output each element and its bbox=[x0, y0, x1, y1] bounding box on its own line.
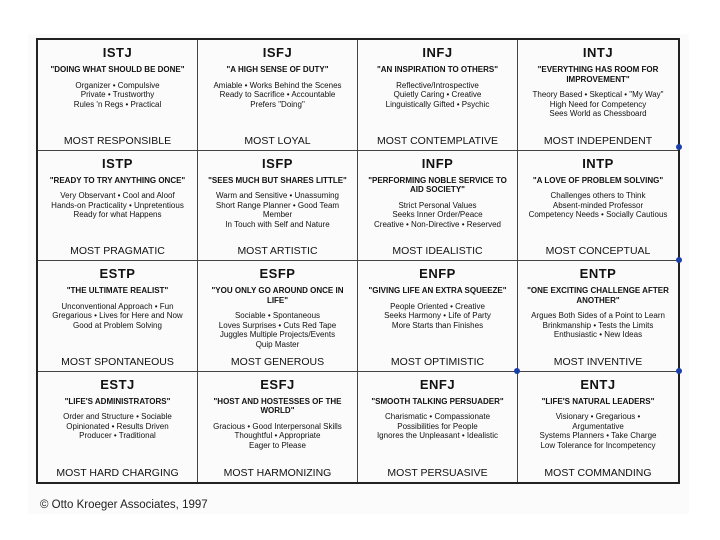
trait-line: Theory Based • Skeptical • "My Way" bbox=[532, 90, 664, 99]
trait-line: Producer • Traditional bbox=[79, 431, 156, 440]
type-code: ESFP bbox=[259, 266, 296, 281]
type-cell-intj bbox=[518, 40, 678, 151]
type-cell-entp bbox=[518, 261, 678, 372]
trait-line: Good at Problem Solving bbox=[73, 320, 162, 330]
type-code: ISTP bbox=[102, 155, 133, 171]
trait-line: Reflective/Introspective bbox=[396, 80, 479, 90]
type-code: INFP bbox=[421, 155, 454, 171]
type-motto: "YOU ONLY GO AROUND ONCE IN LIFE" bbox=[211, 286, 344, 305]
type-description bbox=[219, 311, 336, 354]
trait-line: Amiable • Works Behind the Scenes bbox=[213, 80, 342, 90]
trait-line: Seeks Inner Order/Peace bbox=[392, 210, 483, 219]
type-motto: "EVERYTHING HAS ROOM FOR IMPROVEMENT" bbox=[537, 65, 659, 84]
trait-line: Visionary • Gregarious • bbox=[555, 412, 641, 421]
type-summary: MOST INVENTIVE bbox=[553, 355, 643, 368]
trait-line: Charismatic • Compassionate bbox=[384, 412, 491, 421]
blue-dot-mark bbox=[514, 368, 520, 374]
blue-dot-mark bbox=[676, 368, 682, 374]
type-code: ENTP bbox=[579, 266, 617, 281]
type-code: ISFP bbox=[262, 155, 293, 171]
type-code: ESTJ bbox=[100, 376, 135, 392]
type-code: INTJ bbox=[582, 45, 614, 60]
type-code: ENFP bbox=[419, 266, 456, 281]
type-cell-isfj bbox=[198, 40, 358, 151]
trait-line: Unconventional Approach • Fun bbox=[61, 301, 174, 311]
type-motto: "HOST AND HOSTESSES OF THE WORLD" bbox=[213, 396, 342, 415]
trait-line: People Oriented • Creative bbox=[390, 301, 485, 311]
type-motto: "LIFE'S NATURAL LEADERS" bbox=[541, 396, 655, 406]
type-code: ISFJ bbox=[262, 45, 293, 60]
trait-line: Warm and Sensitive • Unassuming bbox=[216, 191, 339, 200]
type-cell-enfp bbox=[358, 261, 518, 372]
type-cell-isfp bbox=[198, 151, 358, 262]
type-motto: "LIFE'S ADMINISTRATORS" bbox=[64, 396, 171, 406]
type-description bbox=[63, 412, 172, 465]
trait-line: Quip Master bbox=[255, 339, 300, 349]
type-description bbox=[374, 201, 501, 244]
type-cell-estp bbox=[38, 261, 198, 372]
trait-line: Linguistically Gifted • Psychic bbox=[385, 99, 490, 109]
type-cell-istj bbox=[38, 40, 198, 151]
type-code: ENFJ bbox=[419, 376, 456, 392]
type-motto: "A LOVE OF PROBLEM SOLVING" bbox=[532, 175, 664, 185]
type-summary: MOST SPONTANEOUS bbox=[61, 355, 174, 368]
type-code: INFJ bbox=[422, 45, 453, 60]
type-summary: MOST RESPONSIBLE bbox=[63, 134, 172, 147]
trait-line: Private • Trustworthy bbox=[80, 90, 155, 99]
trait-line: Hands-on Practicality • Unpretentious bbox=[51, 200, 184, 210]
type-cell-infj bbox=[358, 40, 518, 151]
type-summary: MOST HARMONIZING bbox=[223, 467, 332, 479]
type-summary: MOST PERSUASIVE bbox=[387, 467, 488, 479]
trait-line: Argues Both Sides of a Point to Learn bbox=[531, 311, 665, 320]
blue-dot-mark bbox=[676, 257, 682, 263]
type-motto: "DOING WHAT SHOULD BE DONE" bbox=[50, 65, 185, 74]
chart-sheet bbox=[28, 34, 689, 514]
type-description bbox=[202, 191, 353, 243]
type-motto: "THE ULTIMATE REALIST" bbox=[66, 286, 169, 295]
trait-line: Competency Needs • Socially Cautious bbox=[528, 210, 668, 219]
type-cell-istp bbox=[38, 151, 198, 262]
trait-line: Enthusiastic • New Ideas bbox=[553, 330, 643, 339]
trait-line: Creative • Non-Directive • Reserved bbox=[374, 219, 501, 229]
trait-line: Juggles Multiple Projects/Events bbox=[219, 330, 336, 339]
type-description bbox=[51, 191, 184, 243]
type-summary: MOST IDEALISTIC bbox=[392, 245, 483, 257]
type-code: INTP bbox=[582, 155, 614, 171]
type-description bbox=[386, 81, 490, 133]
type-description bbox=[540, 412, 657, 465]
type-code: ISTJ bbox=[102, 45, 133, 60]
type-summary: MOST CONCEPTUAL bbox=[545, 245, 651, 257]
trait-line: Gregarious • Lives for Here and Now bbox=[52, 311, 183, 320]
trait-line: Seeks Harmony • Life of Party bbox=[384, 311, 491, 320]
type-description bbox=[532, 90, 663, 133]
type-cell-infp bbox=[358, 151, 518, 262]
type-summary: MOST COMMANDING bbox=[544, 467, 652, 479]
type-code: ENTJ bbox=[580, 376, 616, 392]
personality-type-grid bbox=[36, 38, 680, 484]
trait-line: Strict Personal Values bbox=[398, 200, 477, 210]
type-cell-intp bbox=[518, 151, 678, 262]
type-cell-enfj bbox=[358, 372, 518, 483]
trait-line: Possibilities for People bbox=[397, 421, 478, 431]
trait-line: Sees World as Chessboard bbox=[549, 109, 647, 118]
type-motto: "PERFORMING NOBLE SERVICE TO AID SOCIETY" bbox=[368, 175, 507, 194]
trait-line: Loves Surprises • Cuts Red Tape bbox=[218, 320, 337, 330]
type-summary: MOST CONTEMPLATIVE bbox=[377, 134, 498, 147]
trait-line: Absent-minded Professor bbox=[552, 200, 644, 210]
trait-line: Rules 'n Regs • Practical bbox=[73, 99, 162, 109]
type-cell-esfp bbox=[198, 261, 358, 372]
type-summary: MOST PRAGMATIC bbox=[70, 245, 165, 257]
type-motto: "A HIGH SENSE OF DUTY" bbox=[226, 65, 329, 74]
type-summary: MOST ARTISTIC bbox=[237, 245, 318, 257]
type-description bbox=[213, 81, 341, 133]
trait-line: Gracious • Good Interpersonal Skills bbox=[213, 421, 342, 431]
type-motto: "SMOOTH TALKING PERSUADER" bbox=[371, 396, 504, 406]
type-motto: "SEES MUCH BUT SHARES LITTLE" bbox=[208, 175, 347, 185]
copyright-notice: © Otto Kroeger Associates, 1997 bbox=[40, 499, 208, 511]
type-cell-estj bbox=[38, 372, 198, 483]
type-cell-entj bbox=[518, 372, 678, 483]
type-summary: MOST LOYAL bbox=[244, 134, 311, 147]
trait-line: Very Observant • Cool and Aloof bbox=[60, 191, 175, 200]
type-summary: MOST OPTIMISTIC bbox=[390, 355, 485, 368]
type-motto: "READY TO TRY ANYTHING ONCE" bbox=[49, 175, 186, 185]
trait-line: Eager to Please bbox=[249, 440, 306, 450]
type-code: ESTP bbox=[99, 266, 136, 281]
trait-line: Short Range Planner • Good Team Member bbox=[215, 200, 340, 219]
trait-line: More Starts than Finishes bbox=[391, 320, 484, 330]
trait-line: Challenges others to Think bbox=[550, 191, 646, 200]
type-description bbox=[531, 311, 665, 354]
trait-line: Ready to Sacrifice • Accountable bbox=[219, 90, 336, 99]
type-description bbox=[384, 302, 491, 354]
trait-line: Prefers "Doing" bbox=[250, 99, 305, 109]
type-description bbox=[377, 412, 498, 465]
type-cell-esfj bbox=[198, 372, 358, 483]
trait-line: Thoughtful • Appropriate bbox=[234, 431, 321, 440]
trait-line: High Need for Competency bbox=[549, 99, 647, 109]
type-description bbox=[74, 81, 161, 133]
type-description bbox=[52, 302, 182, 354]
trait-line: Ignores the Unpleasant • Idealistic bbox=[376, 431, 499, 440]
type-description bbox=[213, 422, 342, 466]
type-summary: MOST INDEPENDENT bbox=[543, 134, 653, 147]
trait-line: Brinkmanship • Tests the Limits bbox=[542, 320, 654, 330]
trait-line: Quietly Caring • Creative bbox=[393, 90, 482, 99]
type-summary: MOST HARD CHARGING bbox=[56, 467, 179, 479]
trait-line: Argumentative bbox=[572, 421, 624, 431]
type-motto: "ONE EXCITING CHALLENGE AFTER ANOTHER" bbox=[527, 286, 669, 305]
trait-line: Ready for what Happens bbox=[73, 210, 162, 219]
trait-line: Systems Planners • Take Charge bbox=[539, 431, 657, 440]
trait-line: Sociable • Spontaneous bbox=[234, 311, 321, 320]
trait-line: Opinionated • Results Driven bbox=[66, 421, 169, 431]
trait-line: Low Tolerance for Incompetency bbox=[540, 440, 656, 450]
type-summary: MOST GENEROUS bbox=[230, 355, 325, 368]
trait-line: In Touch with Self and Nature bbox=[225, 219, 330, 229]
blue-dot-mark bbox=[676, 144, 682, 150]
trait-line: Order and Structure • Sociable bbox=[63, 412, 172, 421]
type-motto: "AN INSPIRATION TO OTHERS" bbox=[376, 65, 499, 74]
type-motto: "GIVING LIFE AN EXTRA SQUEEZE" bbox=[368, 286, 507, 295]
type-code: ESFJ bbox=[260, 376, 295, 392]
type-description bbox=[529, 191, 668, 243]
trait-line: Organizer • Compulsive bbox=[75, 80, 160, 90]
